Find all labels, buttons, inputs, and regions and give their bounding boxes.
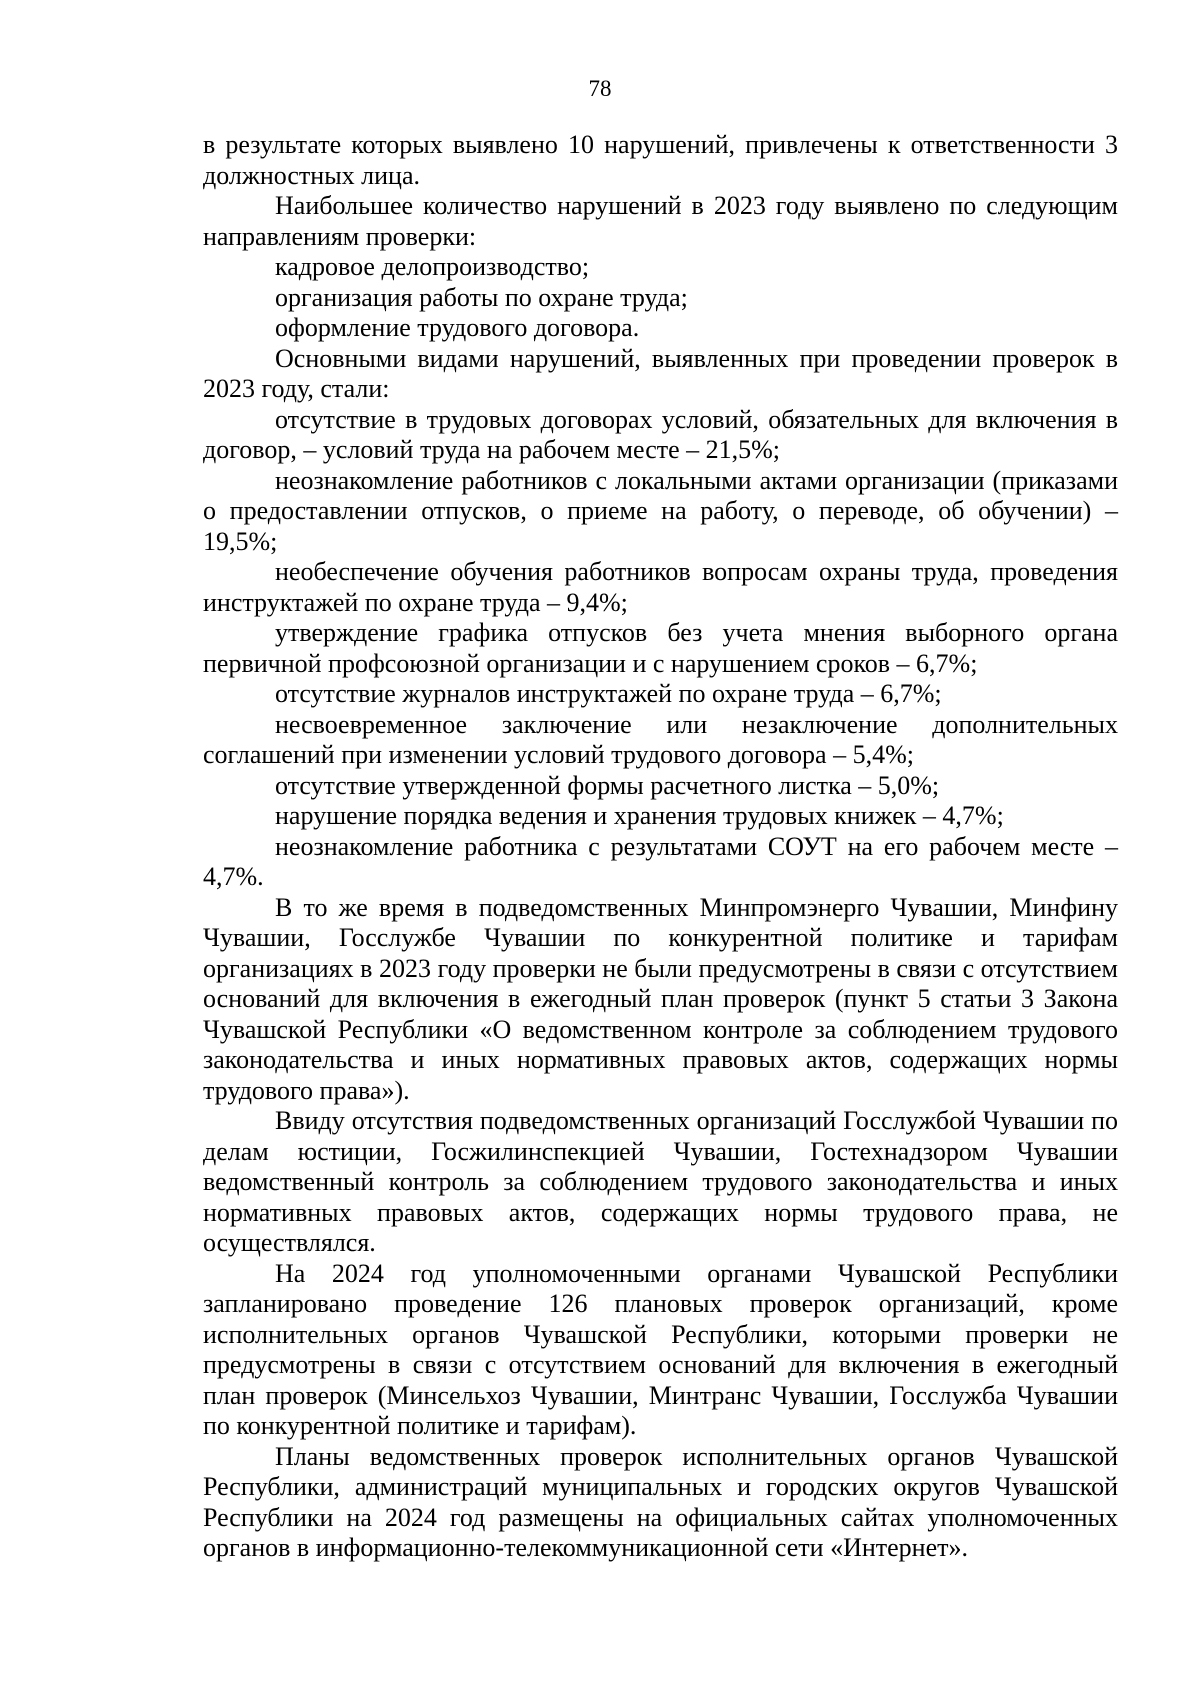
list-item-violation-4: утверждение графика отпусков без учета мнения выборного органа первичной профсоюзной организации и с нарушением сроков – 6,7%; xyxy=(203,618,1118,678)
paragraph-violation-directions: Наибольшее количество нарушений в 2023 году выявлено по следующим направлениям проверки: xyxy=(203,191,1118,251)
list-item-violation-5: отсутствие журналов инструктажей по охране труда – 6,7%; xyxy=(275,679,942,708)
list-item-contract: оформление трудового договора. xyxy=(275,313,640,342)
paragraph-no-control: Ввиду отсутствия подведомственных организаций Госслужбой Чувашии по делам юстиции, Госжилинспекцией Чувашии, Гостехнадзором Чувашии ведомственный контроль за соблюдением трудового законодательства и иных нормативных правовых актов, содержащих нормы трудового права, не осуществлялся. xyxy=(203,1106,1118,1257)
list-item-violation-1: отсутствие в трудовых договорах условий, обязательных для включения в договор, – условий труда на рабочем месте – 21,5%; xyxy=(203,404,1118,464)
list-item-violation-8: нарушение порядка ведения и хранения трудовых книжек – 4,7%; xyxy=(275,801,1004,830)
list-item-violation-9: неознакомление работника с результатами СОУТ на его рабочем месте – 4,7%. xyxy=(203,831,1118,891)
list-item-hr-records: кадровое делопроизводство; xyxy=(275,252,590,281)
list-item-violation-3: необеспечение обучения работников вопросам охраны труда, проведения инструктажей по охране труда – 9,4%; xyxy=(203,557,1118,617)
list-item-labor-safety: организация работы по охране труда; xyxy=(275,282,688,312)
list-item-violation-6: несвоевременное заключение или незаключение дополнительных соглашений при изменении условий трудового договора – 5,4%; xyxy=(203,709,1118,769)
paragraph-plan-2024: На 2024 год уполномоченными органами Чувашской Республики запланировано проведение 126 плановых проверок организаций, кроме исполнительных органов Чувашской Республики, которыми проверки не предусмотрены в связи с отсутствием оснований для включения в ежегодный план проверок (Минсельхоз Чувашии, Минтранс Чувашии, Госслужба Чувашии по конкурентной политике и тарифам). xyxy=(203,1258,1118,1440)
list-item-violation-2: неознакомление работников с локальными актами организации (приказами о предоставлении отпусков, о приеме на работу, о переводе, об обучении) – 19,5%; xyxy=(203,465,1118,556)
paragraph-no-inspections: В то же время в подведомственных Минпромэнерго Чувашии, Минфину Чувашии, Госслужбе Чувашии по конкурентной политике и тарифам организациях в 2023 году проверки не были предусмотрены в связи с отсутствием оснований для включения в ежегодный план проверок (пункт 5 статьи 3 Закона Чувашской Республики «О ведомственном контроле за соблюдением трудового законодательства и иных нормативных правовых актов, содержащих нормы трудового права»). xyxy=(203,892,1118,1105)
page-number: 78 xyxy=(588,76,612,101)
paragraph-continuation: в результате которых выявлено 10 нарушений, привлечены к ответственности 3 должностных лица. xyxy=(203,130,1118,190)
list-item-violation-7: отсутствие утвержденной формы расчетного листка – 5,0%; xyxy=(275,770,940,800)
paragraph-plans-published: Планы ведомственных проверок исполнительных органов Чувашской Республики, администраций муниципальных и городских округов Чувашской Республики на 2024 год размещены на официальных сайтах уполномоченных органов в информационно-телекоммуникационной сети «Интернет». xyxy=(203,1441,1118,1562)
paragraph-violation-types: Основными видами нарушений, выявленных при проведении проверок в 2023 году, стали: xyxy=(203,343,1118,403)
document-body xyxy=(203,130,1118,1564)
